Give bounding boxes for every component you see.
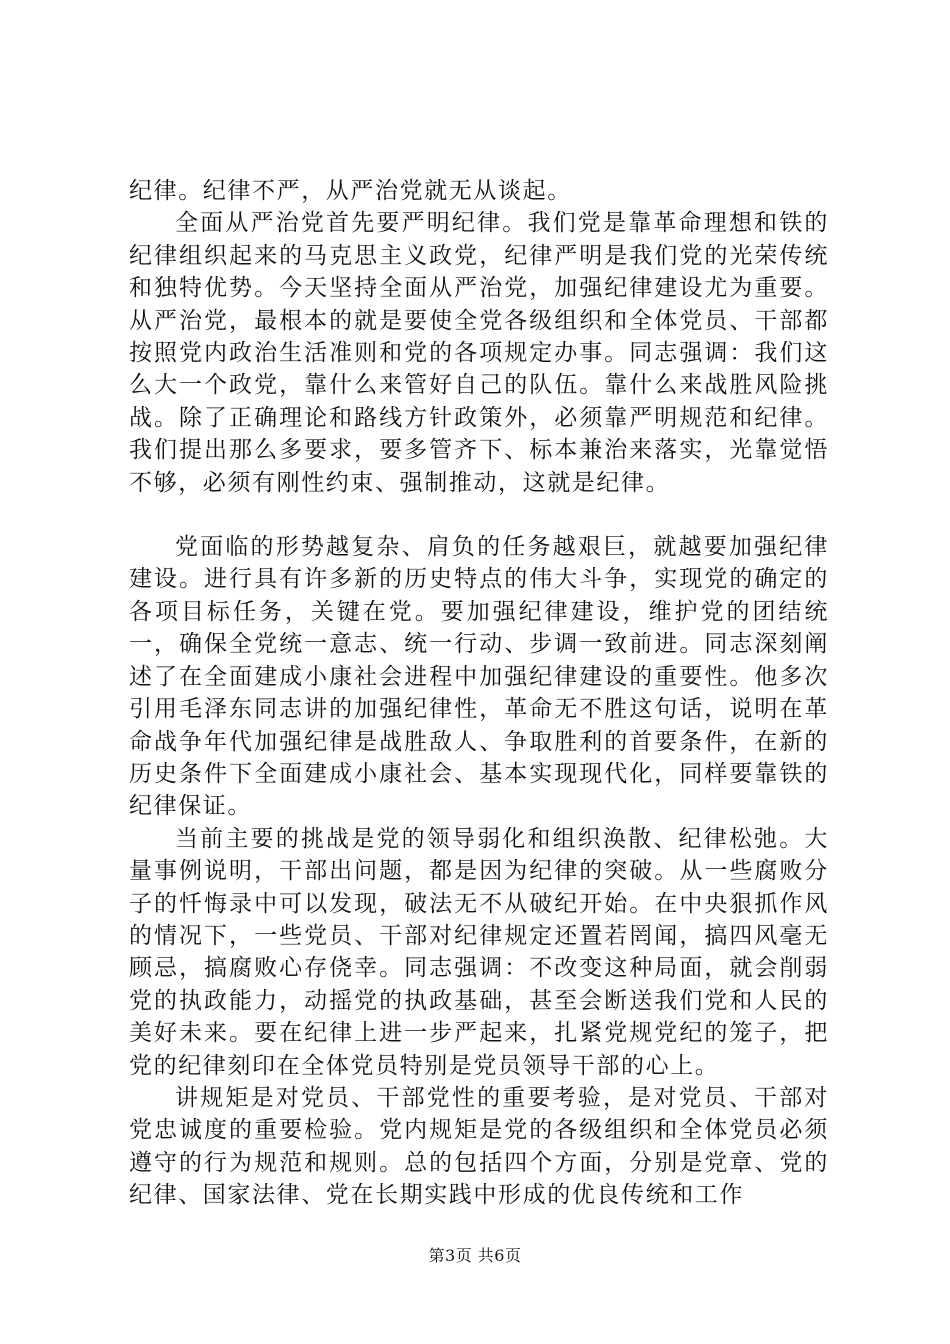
paragraph-4: 当前主要的挑战是党的领导弱化和组织涣散、纪律松弛。大量事例说明，干部出问题，都是因为纪律的突破。从一些腐败分子的忏悔录中可以发现，破法无不从破纪开始。在中央狠抓作风的情况下，一些党员、干部对纪律规定还置若罔闻，搞四风毫无顾忌，搞腐败心存侥幸。同志强调：不改变这种局面，就会削弱党的执政能力，动摇党的执政基础，甚至会断送我们党和人民的美好未来。要在纪律上进一步严起来，扎紧党规党纪的笼子，把党的纪律刻印在全体党员特别是党员领导干部的心上。 <box>129 825 829 1079</box>
page-footer <box>0 1243 950 1266</box>
page-number-label: 第3页 共6页 <box>428 1246 522 1265</box>
paragraph-5: 讲规矩是对党员、干部党性的重要考验，是对党员、干部对党忠诚度的重要检验。党内规矩是党的各级组织和全体党员必须遵守的行为规范和规则。总的包括四个方面，分别是党章、党的纪律、国家法律、党在长期实践中形成的优良传统和工作 <box>129 1084 829 1209</box>
paragraph-2: 全面从严治党首先要严明纪律。我们党是靠革命理想和铁的纪律组织起来的马克思主义政党，纪律严明是我们党的光荣传统和独特优势。今天坚持全面从严治党，加强纪律建设尤为重要。从严治党，最根本的就是要使全党各级组织和全体党员、干部都按照党内政治生活准则和党的各项规定办事。同志强调：我们这么大一个政党，靠什么来管好自己的队伍。靠什么来战胜风险挑战。除了正确理论和路线方针政策外，必须靠严明规范和纪律。我们提出那么多要求，要多管齐下、标本兼治来落实，光靠觉悟不够，必须有刚性约束、强制推动，这就是纪律。 <box>129 210 829 496</box>
paragraph-1: 纪律。纪律不严，从严治党就无从谈起。 <box>129 178 572 204</box>
document-body <box>129 175 829 1212</box>
paragraph-3: 党面临的形势越复杂、肩负的任务越艰巨，就越要加强纪律建设。进行具有许多新的历史特点的伟大斗争，实现党的确定的各项目标任务，关键在党。要加强纪律建设，维护党的团结统一，确保全党统一意志、统一行动、步调一致前进。同志深刻阐述了在全面建成小康社会进程中加强纪律建设的重要性。他多次引用毛泽东同志讲的加强纪律性，革命无不胜这句话，说明在革命战争年代加强纪律是战胜敌人、争取胜利的首要条件，在新的历史条件下全面建成小康社会、基本实现现代化，同样要靠铁的纪律保证。 <box>129 534 829 820</box>
